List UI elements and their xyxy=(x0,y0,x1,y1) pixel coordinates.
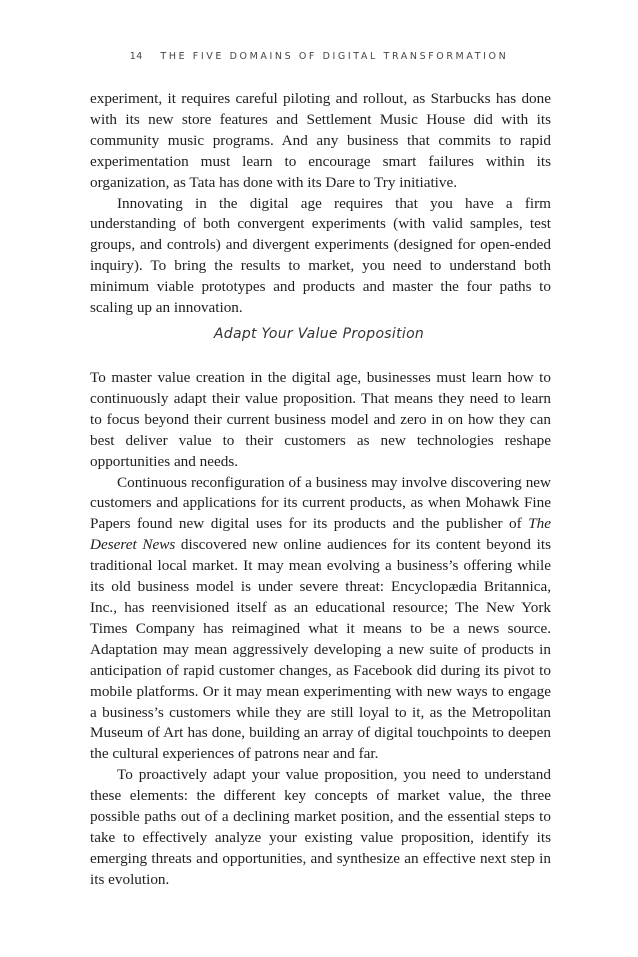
running-head xyxy=(0,51,638,62)
running-head-title: THE FIVE DOMAINS OF DIGITAL TRANSFORMATION xyxy=(160,51,509,62)
paragraph: To proactively adapt your value proposition, you need to understand these elements: the different key concepts of market value, the three possible paths out of a declining market position, and the essential steps to take to effectively analyze your existing value proposition, identify its emerging threats and opportunities, and synthesize an effective next step in its evolution. xyxy=(90,766,551,888)
paragraph: To master value creation in the digital age, businesses must learn how to continuously adapt their value proposition. That means they need to learn to focus beyond their current business model and zero in on how they can best deliver value to their customers as new technologies reshape opportunities and needs. xyxy=(90,369,551,470)
body-text-section-2 xyxy=(90,368,551,891)
publication-title: The Deseret News xyxy=(90,515,551,554)
paragraph: experiment, it requires careful piloting and rollout, as Starbucks has done with its new store features and Settlement Music House did with its community music programs. And any business that commits to rapid experimentation must learn to encourage smart failures within its organization, as Tata has done with its Dare to Try initiative. xyxy=(90,90,551,191)
body-text-section-1 xyxy=(90,89,551,319)
paragraph-text: discovered new online audiences for its content beyond its traditional local market. It may mean evolving a business’s offering while its old business model is under severe threat: Encyclopædia Britannica, Inc., has reenvisioned itself as an educational resource; The New York Times Company has reimagined what it means to be a news source. Adaptation may mean aggressively developing a new suite of products in anticipation of rapid customer changes, as Facebook did during its pivot to mobile platforms. Or it may mean experimenting with new ways to engage a business’s customers while they are still loyal to it, as the Metropolitan Museum of Art has done, building an array of digital touchpoints to deepen the cultural experiences of patrons near and far. xyxy=(90,536,551,763)
paragraph: Innovating in the digital age requires that you have a firm understanding of both convergent experiments (with valid samples, test groups, and controls) and divergent experiments (designed for open-ended inquiry). To bring the results to market, you need to understand both minimum viable prototypes and products and master the four paths to scaling up an innovation. xyxy=(90,194,551,317)
paragraph-text: Continuous reconfiguration of a business may involve discovering new customers and applications for its current products, as when Mohawk Fine Papers found new digital uses for its products and the publisher of xyxy=(90,473,551,533)
paragraph xyxy=(90,473,551,766)
section-heading: Adapt Your Value Proposition xyxy=(213,326,425,342)
page-number: 14 xyxy=(129,51,143,62)
